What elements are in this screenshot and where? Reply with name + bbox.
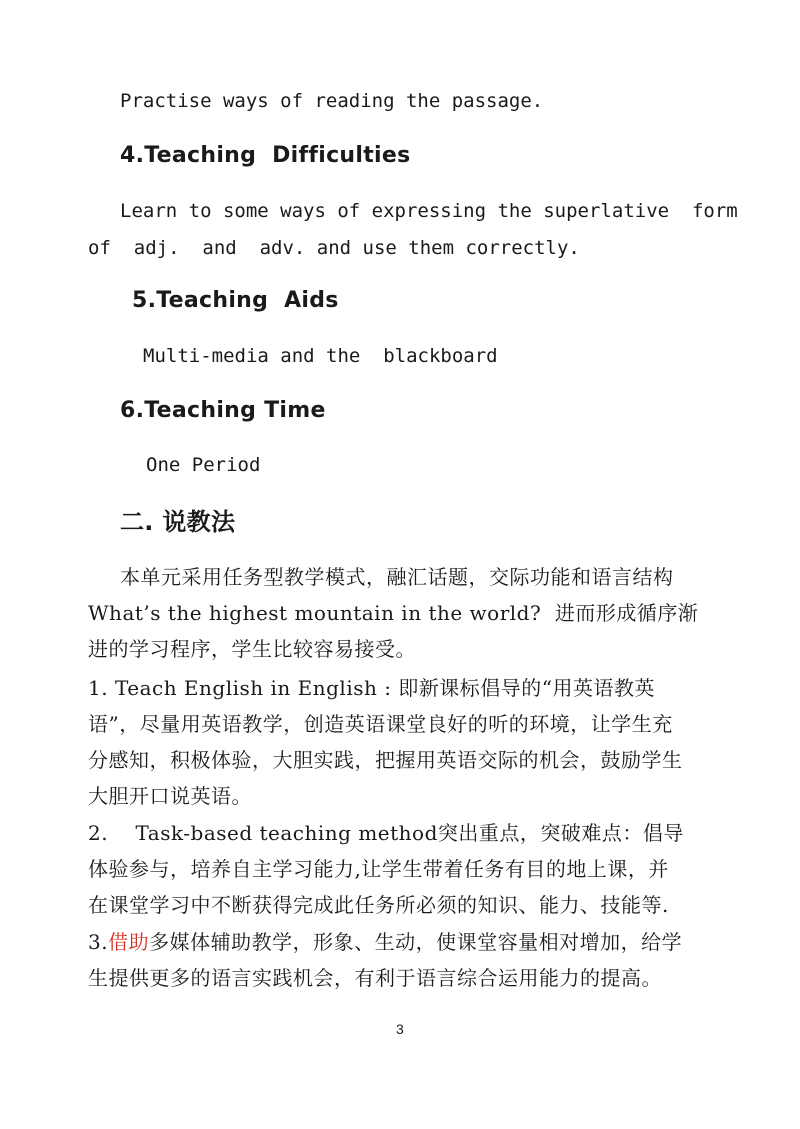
method-para2-line2: 语”，尽量用英语教学，创造英语课堂良好的听的环境，让学生充 <box>88 712 673 736</box>
item-number: 3. <box>88 930 109 954</box>
method-para4-line2: 生提供更多的语言实践机会，有利于语言综合运用能力的提高。 <box>88 966 662 990</box>
method-para2-line3: 分感知，积极体验，大胆实践，把握用英语交际的机会，鼓励学生 <box>88 748 683 772</box>
method-para1-line1: 本单元采用任务型教学模式，融汇话题，交际功能和语言结构 <box>120 565 674 589</box>
difficulties-line-1: Learn to some ways of expressing the superlative form <box>120 200 738 222</box>
method-para1-line3: 进的学习程序，学生比较容易接受。 <box>88 637 416 661</box>
method-para3-line1: 2. Task-based teaching method突出重点，突破难点：倡导 <box>88 821 684 845</box>
time-line: One Period <box>146 454 261 476</box>
para4-line1-rest: 多媒体辅助教学，形象、生动，使课堂容量相对增加，给学 <box>149 930 683 954</box>
heading-teaching-method: 二. 说教法 <box>120 508 236 536</box>
heading-teaching-aids: 5.Teaching Aids <box>132 288 339 313</box>
difficulties-line-2: of adj. and adv. and use them correctly. <box>88 237 580 259</box>
aids-line: Multi-media and the blackboard <box>143 345 498 367</box>
method-para3-line3: 在课堂学习中不断获得完成此任务所必须的知识、能力、技能等. <box>88 893 669 917</box>
highlighted-word: 借助 <box>108 930 150 954</box>
method-para3-line2: 体验参与，培养自主学习能力,让学生带着任务有目的地上课，并 <box>88 857 669 881</box>
heading-teaching-time: 6.Teaching Time <box>120 398 326 423</box>
method-para2-line4: 大胆开口说英语。 <box>88 784 252 808</box>
practise-line: Practise ways of reading the passage. <box>120 90 544 112</box>
page-number: 3 <box>396 1021 404 1037</box>
heading-teaching-difficulties: 4.Teaching Difficulties <box>120 143 411 168</box>
method-para4-line1 <box>88 932 682 952</box>
method-para1-line2: What’s the highest mountain in the world? 进而形成循序渐 <box>88 601 699 625</box>
method-para2-line1: 1. Teach English in English : 即新课标倡导的“用英语教英 <box>88 676 656 700</box>
